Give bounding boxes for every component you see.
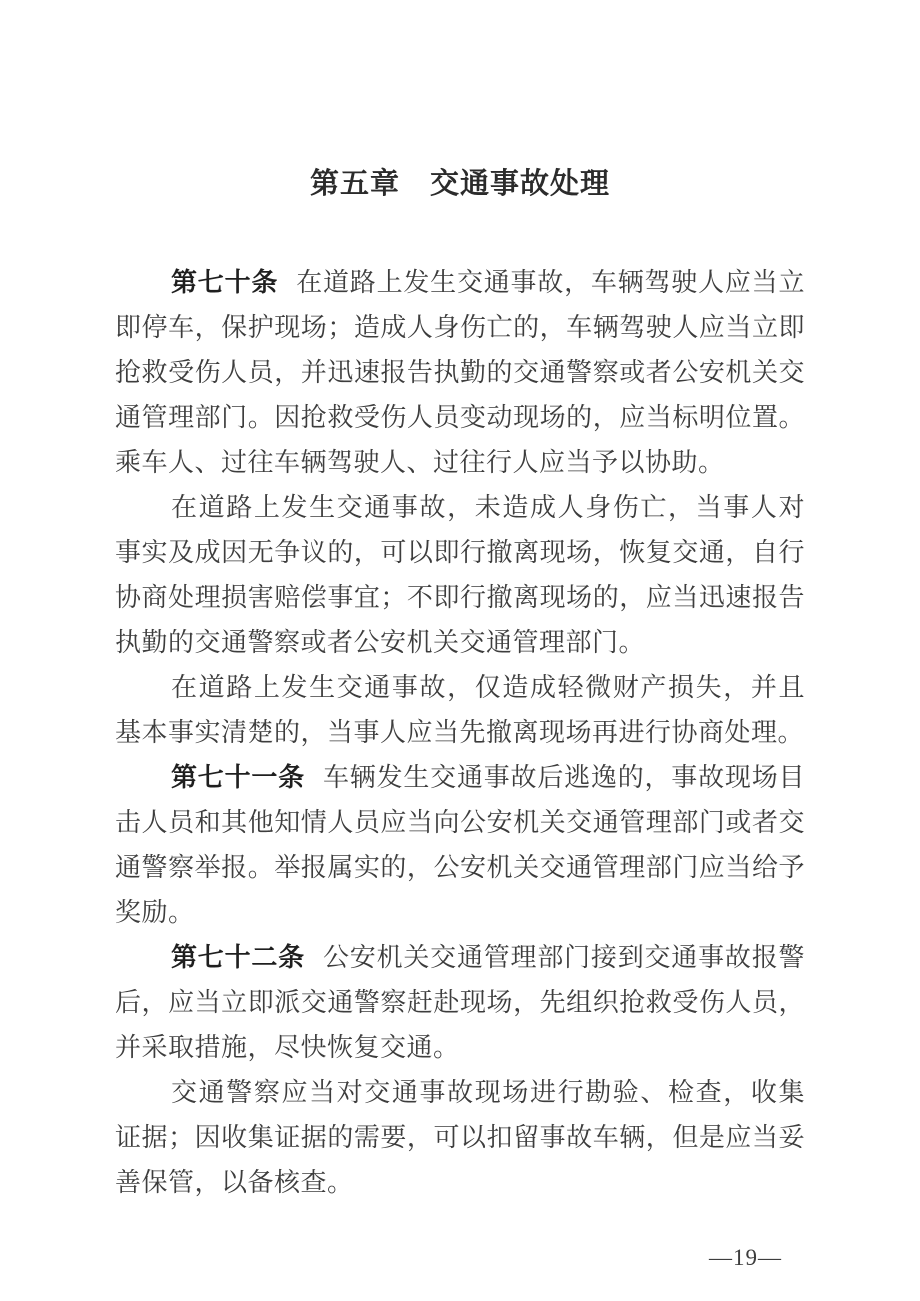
paragraph-article-70 [115, 260, 805, 485]
paragraph-article-72-clause-2 [115, 1070, 805, 1205]
paragraph-article-71 [115, 755, 805, 935]
article-number: 第七十条 [171, 267, 279, 297]
page-content [115, 0, 805, 1205]
paragraph-text: 在道路上发生交通事故，车辆驾驶人应当立即停车，保护现场；造成人身伤亡的，车辆驾驶人应当立即抢救受伤人员，并迅速报告执勤的交通警察或者公安机关交通管理部门。因抢救受伤人员变动现场的，应当标明位置。乘车人、过往车辆驾驶人、过往行人应当予以协助。 [115, 268, 805, 477]
paragraph-article-72 [115, 935, 805, 1070]
article-number: 第七十二条 [171, 942, 305, 972]
paragraph-text: 交通警察应当对交通事故现场进行勘验、检查，收集证据；因收集证据的需要，可以扣留事故车辆，但是应当妥善保管，以备核查。 [115, 1078, 805, 1197]
article-body [115, 260, 805, 1205]
paragraph-article-70-clause-2 [115, 485, 805, 665]
paragraph-article-70-clause-3 [115, 665, 805, 755]
page-number: —19— [709, 1245, 782, 1270]
paragraph-text: 在道路上发生交通事故，仅造成轻微财产损失，并且基本事实清楚的，当事人应当先撤离现场再进行协商处理。 [115, 673, 805, 747]
paragraph-text: 在道路上发生交通事故，未造成人身伤亡，当事人对事实及成因无争议的，可以即行撤离现场，恢复交通，自行协商处理损害赔偿事宜；不即行撤离现场的，应当迅速报告执勤的交通警察或者公安机关交通管理部门。 [115, 493, 805, 657]
chapter-title: 第五章 交通事故处理 [309, 168, 610, 200]
paragraph-text: 公安机关交通管理部门接到交通事故报警后，应当立即派交通警察赶赴现场，先组织抢救受伤人员，并采取措施，尽快恢复交通。 [115, 943, 805, 1062]
paragraph-text: 车辆发生交通事故后逃逸的，事故现场目击人员和其他知情人员应当向公安机关交通管理部门或者交通警察举报。举报属实的，公安机关交通管理部门应当给予奖励。 [115, 763, 805, 927]
article-number: 第七十一条 [171, 762, 305, 792]
